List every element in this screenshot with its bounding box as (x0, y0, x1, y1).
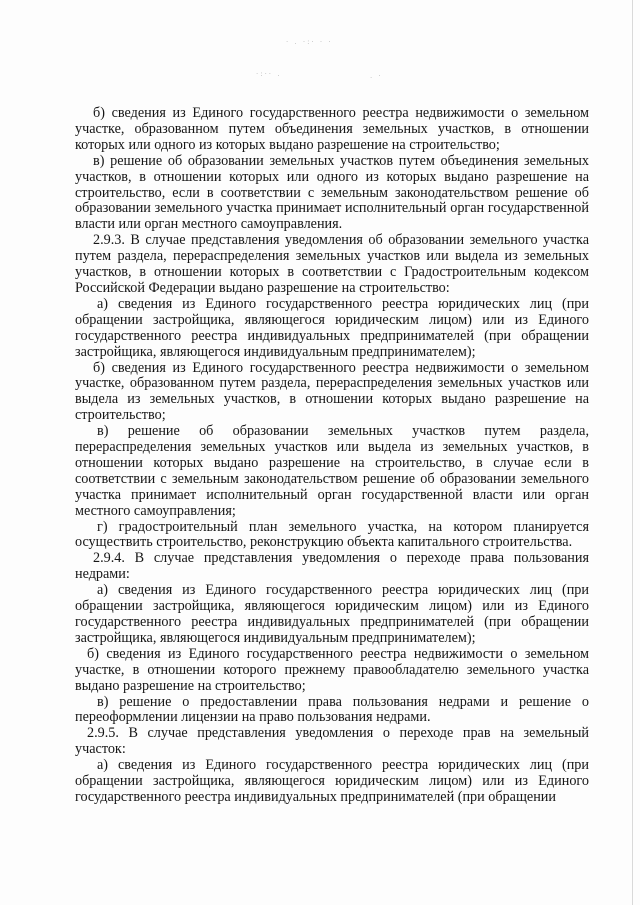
paragraph: б) сведения из Единого государственного реестра недвижимости о земельном участке, в отношении которого прежнему правообладателю земельного участка выдано разрешение на строительство; (75, 645, 589, 694)
paragraph: б) сведения из Единого государственного реестра недвижимости о земельном участке, образованном путем раздела, перераспределения земельных участков или выдела из земельных участков, в отношении которых выдано разрешение на строительство; (75, 359, 589, 424)
paragraph: а) сведения из Единого государственного реестра юридических лиц (при обращении застройщика, являющегося юридическим лицом) или из Единого государственного реестра индивидуальных предпринимателей (при обращении застройщика, являющегося индивидуальным предпринимателем); (75, 295, 589, 360)
scan-noise: · . ·:· · · (286, 38, 333, 46)
paragraph: г) градостроительный план земельного участка, на котором планируется осуществить строительство, реконструкцию объекта капитального строительства. (75, 518, 589, 551)
document-body (75, 106, 589, 806)
scan-noise: . · (370, 72, 383, 80)
paragraph: 2.9.5. В случае представления уведомления о переходе прав на земельный участок: (75, 725, 589, 758)
paragraph: б) сведения из Единого государственного реестра недвижимости о земельном участке, образованном путем объединения земельных участков, в отношении которых или одного из которых выдано разрешение на строительство; (75, 105, 589, 153)
paragraph: в) решение об образовании земельных участков путем объединения земельных участков, в отношении которых или одного из которых выдано разрешение на строительство, если в соответствии с земельным законодательством решение об образовании земельного участка принимает исполнительный орган государственной власти или орган местного самоуправления. (75, 152, 589, 233)
page-edge (632, 0, 633, 905)
paragraph: в) решение о предоставлении права пользования недрами и решение о переоформлении лицензии на право пользования недрами. (75, 693, 589, 726)
scan-noise: ·:·· . (256, 70, 282, 78)
paragraph: 2.9.3. В случае представления уведомления об образовании земельного участка путем раздела, перераспределения земельных участков или выдела из земельных участков, в отношении которых в соответствии с Градостроительным кодексом Российской Федерации выдано разрешение на строительство: (75, 232, 589, 296)
paragraph: в) решение об образовании земельных участков путем раздела, перераспределения земельных участков или выдела из земельных участков, в отношении которых выдано разрешение на строительство, в случае если в соответствии с земельным законодательством решение об образовании земельного участка принимает исполнительный орган государственной власти или орган местного самоуправления; (75, 423, 589, 519)
paragraph: а) сведения из Единого государственного реестра юридических лиц (при обращении застройщика, являющегося юридическим лицом) или из Единого государственного реестра индивидуальных предпринимателей (при обращении застройщика, являющегося индивидуальным предпринимателем); (75, 582, 589, 646)
paragraph: а) сведения из Единого государственного реестра юридических лиц (при обращении застройщика, являющегося юридическим лицом) или из Единого государственного реестра индивидуальных предпринимателей (при обращении (75, 757, 589, 805)
paragraph: 2.9.4. В случае представления уведомления о переходе права пользования недрами: (75, 550, 589, 583)
